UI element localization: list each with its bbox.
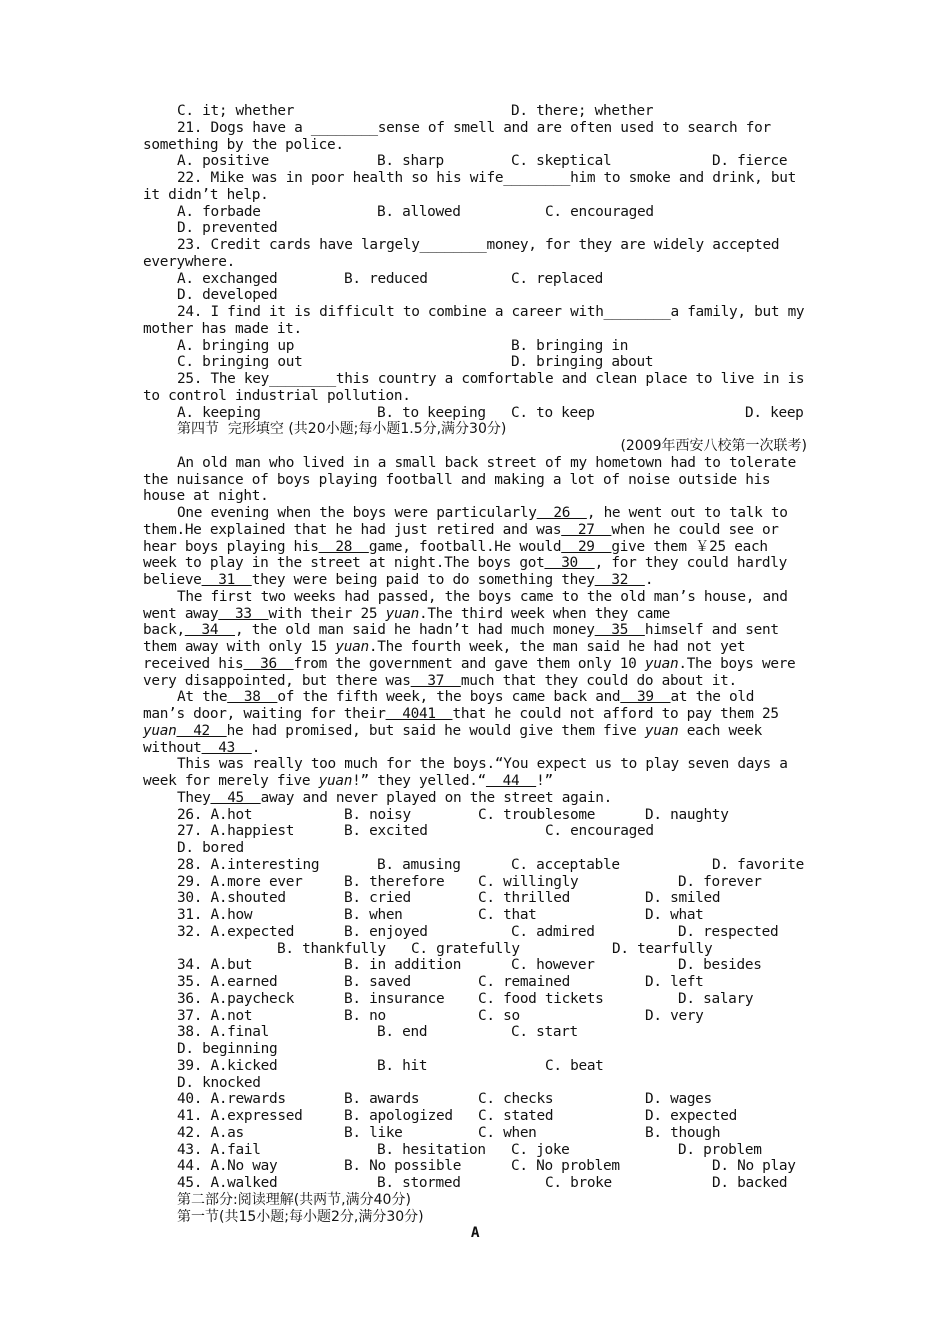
blank-29[interactable]: 29 xyxy=(561,538,612,555)
q21-stem-line2: something by the police. xyxy=(143,136,344,153)
q20-option-d: D. there; whether xyxy=(511,103,654,119)
q29-option-d: D. forever xyxy=(678,873,762,890)
text: them.He explained that he had just retired and was xyxy=(143,521,562,538)
q35-option-d: D. left xyxy=(645,974,704,990)
q40-option-c: C. checks xyxy=(478,1091,554,1108)
q29-option-a: 29. A.more ever xyxy=(177,873,303,890)
q22-stem-line2: it didn’t help. xyxy=(143,186,269,203)
text: hear boys playing his xyxy=(143,538,319,555)
q36-option-d: D. salary xyxy=(678,990,754,1007)
text: !” xyxy=(536,773,553,789)
q23-options xyxy=(143,271,807,288)
passage-p1-line3: house at night. xyxy=(143,488,269,505)
q24-option-b: B. bringing in xyxy=(511,337,629,354)
passage-p2-line4 xyxy=(143,555,807,572)
text: away and never played on the street again. xyxy=(260,789,612,806)
q34-option-d: D. besides xyxy=(678,957,762,974)
q29-options xyxy=(143,874,807,891)
q21-stem-line1: 21. Dogs have a ________sense of smell and are often used to search for xyxy=(177,119,771,136)
q36-option-a: 36. A.paycheck xyxy=(177,990,295,1007)
q32-option-c: C. admired xyxy=(511,923,595,940)
q37-option-a: 37. A.not xyxy=(177,1007,253,1024)
q31-option-a: 31. A.how xyxy=(177,907,253,923)
passage-p2-line2 xyxy=(143,522,807,539)
text: them away with only 15 xyxy=(143,639,328,655)
text: week to play in the street at night.The boys got xyxy=(143,555,545,572)
q24-options-cd xyxy=(143,354,807,371)
q24-option-d: D. bringing about xyxy=(511,354,654,371)
q41-option-b: B. apologized xyxy=(344,1108,453,1124)
q40-option-b: B. awards xyxy=(344,1091,420,1108)
q21-option-a: A. positive xyxy=(177,153,270,170)
blank-26[interactable]: 26 xyxy=(536,505,587,521)
q27-option-b: B. excited xyxy=(344,823,428,840)
text: that he could not afford to pay them 25 xyxy=(452,706,779,722)
q28-option-b: B. amusing xyxy=(377,856,461,873)
q24-options-ab xyxy=(143,338,807,355)
q35-option-c: C. remained xyxy=(478,974,571,990)
passage-p3-line2 xyxy=(143,606,807,623)
q45-option-b: B. stormed xyxy=(377,1175,461,1191)
text: from the government and gave them only 10 xyxy=(293,655,637,672)
blank-39[interactable]: 39 xyxy=(620,689,671,706)
blank-27[interactable]: 27 xyxy=(561,521,612,538)
text: give them ￥25 each xyxy=(611,538,768,555)
q44-options xyxy=(143,1158,807,1175)
q34-option-c: C. however xyxy=(511,957,595,974)
q33-option-b: B. thankfully xyxy=(277,940,386,957)
text: himself and sent xyxy=(644,622,779,639)
q25-option-c: C. to keep xyxy=(511,404,595,421)
q31-option-d: D. what xyxy=(645,907,704,923)
exam-page xyxy=(143,103,807,1242)
text: .The boys were xyxy=(678,655,796,672)
q22-option-b: B. allowed xyxy=(377,203,461,220)
q31-option-b: B. when xyxy=(344,907,403,923)
q23-stem-line1: 23. Credit cards have largely________money, for they are widely accepted xyxy=(177,237,780,253)
passage-p1-line1: An old man who lived in a small back street of my hometown had to tolerate xyxy=(177,454,796,471)
q36-options xyxy=(143,991,807,1008)
part2-section1-heading: 第一节(共15小题;每小题2分,满分30分) xyxy=(177,1208,424,1225)
q24-option-c: C. bringing out xyxy=(177,354,303,371)
text: yuan xyxy=(318,773,353,789)
text: went away xyxy=(143,605,219,622)
passage-p6-line1 xyxy=(143,790,807,807)
q24-stem-line1: 24. I find it is difficult to combine a career with________a family, but my xyxy=(177,304,805,320)
q43-option-d: D. problem xyxy=(678,1141,762,1158)
q22-option-a: A. forbade xyxy=(177,203,261,220)
q33-option-d: D. tearfully xyxy=(612,940,713,957)
q41-option-a: 41. A.expressed xyxy=(177,1108,303,1124)
passage-p4-line1 xyxy=(143,689,807,706)
q23-stem-line2: everywhere. xyxy=(143,253,236,270)
blank-38[interactable]: 38 xyxy=(227,689,278,706)
q25-option-d: D. keep xyxy=(745,404,804,421)
q41-options xyxy=(143,1108,807,1125)
q30-option-b: B. cried xyxy=(344,890,411,907)
text: he had promised, but said he would give them five xyxy=(226,722,637,739)
q45-option-d: D. backed xyxy=(712,1175,788,1191)
text: without xyxy=(143,739,202,756)
q35-options xyxy=(143,974,807,991)
q28-option-d: D. favorite xyxy=(712,856,805,873)
q44-option-d: D. No play xyxy=(712,1158,796,1175)
q44-option-c: C. No problem xyxy=(511,1158,620,1175)
q26-option-d: D. naughty xyxy=(645,806,729,823)
q23-option-c: C. replaced xyxy=(511,270,604,287)
q26-option-a: 26. A.hot xyxy=(177,806,253,823)
text: of the fifth week, the boys came back and xyxy=(277,689,621,706)
blank-43[interactable]: 43 xyxy=(201,739,252,756)
q25-options xyxy=(143,405,807,422)
q25-stem-line1: 25. The key________this country a comfortable and clean place to live in is xyxy=(177,371,805,387)
q29-option-c: C. willingly xyxy=(478,873,579,890)
passage-p4-line4 xyxy=(143,740,807,757)
q30-options xyxy=(143,890,807,907)
blank-32[interactable]: 32 xyxy=(594,572,645,588)
text: yuan xyxy=(644,722,679,739)
q31-options xyxy=(143,907,807,924)
q23-option-a: A. exchanged xyxy=(177,270,278,287)
q32-options xyxy=(143,924,807,941)
q38-option-d: D. beginning xyxy=(177,1041,278,1057)
blank-45[interactable]: 45 xyxy=(210,789,261,806)
q21-option-c: C. skeptical xyxy=(511,153,612,170)
passage-p5-line1: This was really too much for the boys.“You expect us to play seven days a xyxy=(177,756,788,773)
q21-option-d: D. fierce xyxy=(712,153,788,170)
q42-option-b: B. like xyxy=(344,1124,403,1141)
passage-p4-line2 xyxy=(143,706,807,723)
q37-options xyxy=(143,1008,807,1025)
q21-option-b: B. sharp xyxy=(377,153,444,170)
q37-option-b: B. no xyxy=(344,1007,386,1024)
passage-p3-line3 xyxy=(143,622,807,639)
q27-option-d: D. bored xyxy=(177,840,244,856)
passage-p5-line2 xyxy=(143,773,807,790)
text: when he could see or xyxy=(611,521,779,538)
q42-option-a: 42. A.as xyxy=(177,1124,244,1141)
q38-options xyxy=(143,1024,807,1041)
passage-p4-line3 xyxy=(143,723,807,740)
q20-options xyxy=(143,103,807,120)
text: They xyxy=(177,789,211,806)
q23-option-b: B. reduced xyxy=(344,270,428,287)
q27-options xyxy=(143,823,807,840)
q43-option-b: B. hesitation xyxy=(377,1141,486,1158)
q37-option-d: D. very xyxy=(645,1007,704,1024)
blank-34[interactable]: 34 xyxy=(184,622,236,639)
text: yuan xyxy=(385,605,420,622)
q42-option-d: B. though xyxy=(645,1124,721,1141)
q32-option-a: 32. A.expected xyxy=(177,923,295,940)
text: they were being paid to do something they xyxy=(251,572,595,588)
q28-option-c: C. acceptable xyxy=(511,856,620,873)
q39-option-d: D. knocked xyxy=(177,1074,261,1091)
q26-options xyxy=(143,807,807,824)
q45-options xyxy=(143,1175,807,1192)
text: . xyxy=(251,739,261,756)
q24-option-a: A. bringing up xyxy=(177,337,295,354)
text: yuan xyxy=(335,639,369,655)
q25-stem-line2: to control industrial pollution. xyxy=(143,387,411,404)
text: with their 25 xyxy=(268,605,378,622)
q26-option-c: C. troublesome xyxy=(478,806,596,823)
passage-p3-line5 xyxy=(143,656,807,673)
passage-a-label: A xyxy=(470,1225,480,1242)
text: , for they could hardly xyxy=(594,555,788,572)
q38-option-c: C. start xyxy=(511,1024,578,1041)
q25-option-a: A. keeping xyxy=(177,404,261,421)
q22-option-d: D. prevented xyxy=(177,220,278,237)
q34-option-a: 34. A.but xyxy=(177,957,253,974)
q23-option-d: D. developed xyxy=(177,287,278,304)
q39-option-c: C. beat xyxy=(545,1057,604,1074)
passage-p3-line6 xyxy=(143,673,807,690)
q32-option-b: B. enjoyed xyxy=(344,923,428,940)
q39-option-a: 39. A.kicked xyxy=(177,1057,278,1074)
text: One evening when the boys were particularly xyxy=(177,505,537,521)
q43-option-c: C. joke xyxy=(511,1141,570,1158)
q36-option-c: C. food tickets xyxy=(478,990,604,1007)
text: yuan xyxy=(644,655,679,672)
text: game, football.He would xyxy=(368,538,562,555)
q34-option-b: B. in addition xyxy=(344,957,462,974)
text: yuan xyxy=(143,722,177,739)
q34-options xyxy=(143,957,807,974)
q30-option-c: C. thrilled xyxy=(478,890,571,907)
q38-option-a: 38. A.final xyxy=(177,1024,270,1041)
q33-option-c: C. gratefully xyxy=(411,940,520,957)
q38-option-b: B. end xyxy=(377,1024,428,1041)
blank-30[interactable]: 30 xyxy=(544,555,595,572)
text: , he went out to talk to xyxy=(586,505,788,521)
blank-36[interactable]: 36 xyxy=(243,655,294,672)
text: .The fourth week, the man said he had not yet xyxy=(368,639,746,655)
q32-option-d: D. respected xyxy=(678,923,779,940)
q20-option-c: C. it; whether xyxy=(177,103,295,119)
q28-option-a: 28. A.interesting xyxy=(177,856,320,873)
blank-4041[interactable]: 4041 xyxy=(385,706,453,722)
text: At the xyxy=(177,689,228,706)
q35-option-a: 35. A.earned xyxy=(177,974,278,990)
q30-option-d: D. smiled xyxy=(645,890,721,907)
blank-31[interactable]: 31 xyxy=(201,572,252,588)
blank-33[interactable]: 33 xyxy=(218,605,269,622)
text: very disappointed, but there was xyxy=(143,672,411,689)
q39-options xyxy=(143,1058,807,1075)
q42-options xyxy=(143,1125,807,1142)
passage-p2-line5 xyxy=(143,572,807,589)
q31-option-c: C. that xyxy=(478,907,537,923)
text: received his xyxy=(143,655,244,672)
text: . xyxy=(644,572,654,588)
q44-option-b: B. No possible xyxy=(344,1158,462,1175)
blank-44[interactable]: 44 xyxy=(485,773,537,789)
q37-option-c: C. so xyxy=(478,1007,520,1024)
blank-37[interactable]: 37 xyxy=(410,672,461,689)
q24-stem-line2: mother has made it. xyxy=(143,320,302,337)
q44-option-a: 44. A.No way xyxy=(177,1158,278,1175)
blank-35[interactable]: 35 xyxy=(594,622,645,639)
q40-options xyxy=(143,1091,807,1108)
q41-option-c: C. stated xyxy=(478,1108,554,1124)
text: man’s door, waiting for their xyxy=(143,706,386,722)
q43-options xyxy=(143,1142,807,1159)
q28-options xyxy=(143,857,807,874)
text: , the old man said he hadn’t had much money xyxy=(235,622,595,639)
text: at the old xyxy=(670,689,755,706)
q22-options xyxy=(143,204,807,221)
q22-option-c: C. encouraged xyxy=(545,203,654,220)
passage-p3-line4 xyxy=(143,639,807,656)
q40-option-a: 40. A.rewards xyxy=(177,1091,286,1108)
blank-42[interactable]: 42 xyxy=(176,722,227,739)
q45-option-c: C. broke xyxy=(545,1175,612,1191)
part2-heading: 第二部分:阅读理解(共两节,满分40分) xyxy=(177,1191,411,1208)
q30-option-a: 30. A.shouted xyxy=(177,890,286,907)
blank-28[interactable]: 28 xyxy=(318,538,369,555)
q36-option-b: B. insurance xyxy=(344,990,445,1007)
text: week for merely five xyxy=(143,773,311,789)
q39-option-b: B. hit xyxy=(377,1057,428,1074)
q41-option-d: D. expected xyxy=(645,1108,738,1124)
q22-stem-line1: 22. Mike was in poor health so his wife________him to smoke and drink, but xyxy=(177,170,796,186)
text: much that they could do about it. xyxy=(460,672,737,689)
q27-option-a: 27. A.happiest xyxy=(177,823,295,840)
q40-option-d: D. wages xyxy=(645,1091,712,1108)
q26-option-b: B. noisy xyxy=(344,806,411,823)
text: .The third week when they came xyxy=(419,605,670,622)
passage-p3-line1: The first two weeks had passed, the boys came to the old man’s house, and xyxy=(177,588,788,605)
section4-source: (2009年西安八校第一次联考) xyxy=(620,438,807,454)
q33-options xyxy=(143,941,807,958)
passage-p2-line1 xyxy=(143,505,807,522)
q29-option-b: B. therefore xyxy=(344,873,445,890)
text: !” they yelled.“ xyxy=(352,773,486,789)
text: each week xyxy=(686,722,762,739)
q45-option-a: 45. A.walked xyxy=(177,1175,278,1191)
q42-option-c: C. when xyxy=(478,1124,537,1141)
q25-option-b: B. to keeping xyxy=(377,404,486,421)
q21-options xyxy=(143,153,807,170)
text: back, xyxy=(143,622,185,639)
q35-option-b: B. saved xyxy=(344,974,411,990)
passage-p2-line3 xyxy=(143,539,807,556)
section4-heading: 第四节 完形填空 (共20小题;每小题1.5分,满分30分) xyxy=(177,421,507,438)
text: believe xyxy=(143,572,202,588)
q43-option-a: 43. A.fail xyxy=(177,1141,261,1158)
q27-option-c: C. encouraged xyxy=(545,823,654,840)
passage-p1-line2: the nuisance of boys playing football and making a lot of noise outside his xyxy=(143,471,771,488)
